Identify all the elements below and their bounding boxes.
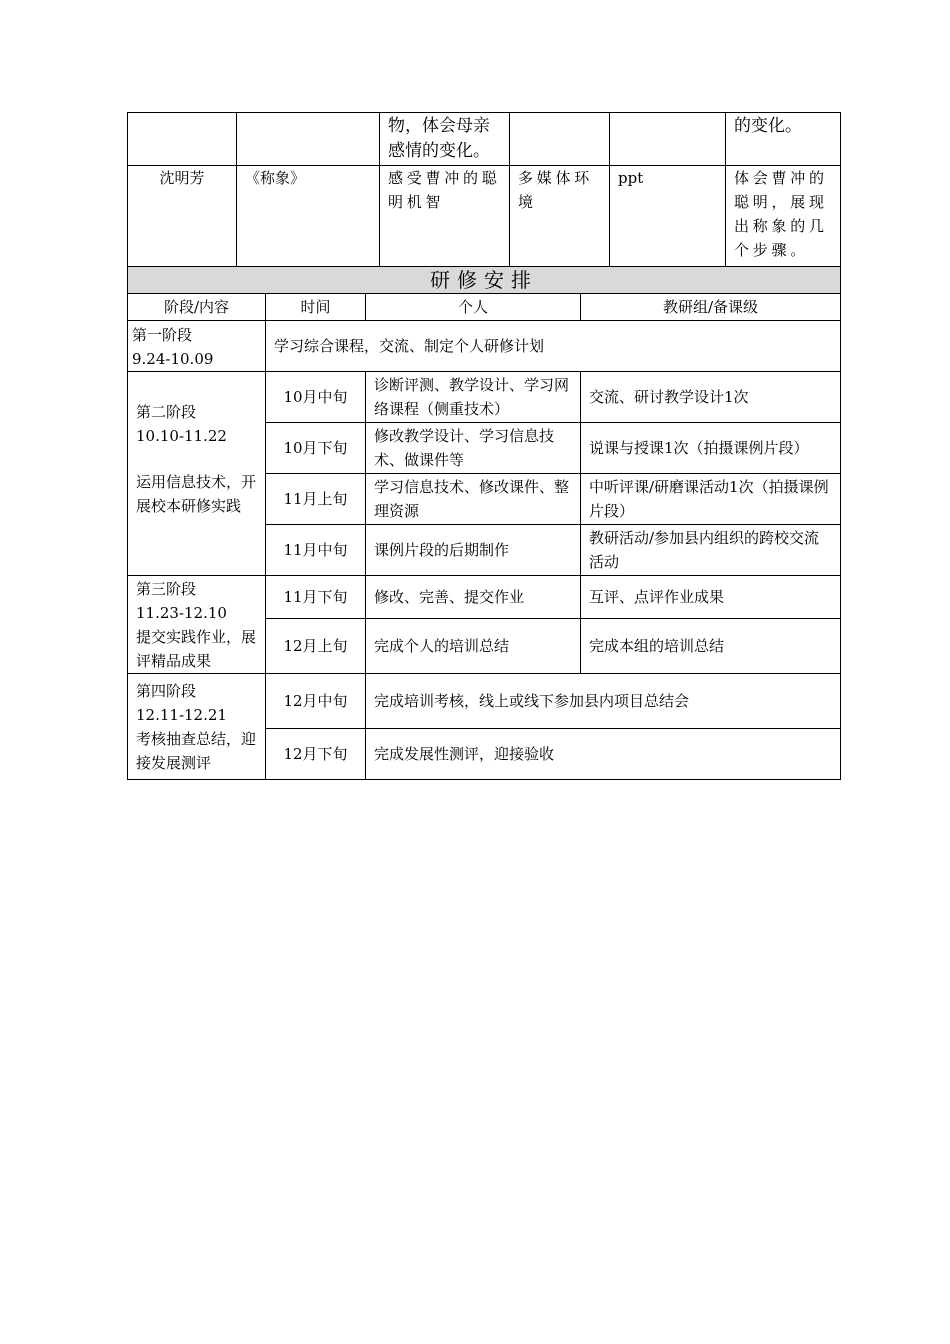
spacer <box>136 448 257 470</box>
personal-cell: 学习信息技术、修改课件、整理资源 <box>366 474 581 525</box>
plan-table <box>127 266 841 780</box>
stage-name: 第二阶段 <box>136 403 197 421</box>
personal-cell: 修改、完善、提交作业 <box>366 576 581 619</box>
lesson-table <box>127 112 841 267</box>
time-cell: 11月中旬 <box>266 525 366 576</box>
stage4-label <box>128 674 266 780</box>
header-personal: 个人 <box>366 294 581 321</box>
plan-title: 研修安排 <box>128 267 841 294</box>
table-row <box>128 372 841 423</box>
time-cell: 11月下旬 <box>266 576 366 619</box>
stage-name: 第三阶段 <box>136 579 197 598</box>
group-cell: 教研活动/参加县内组织的跨校交流活动 <box>581 525 841 576</box>
stage-description: 提交实践作业，展评精品成果 <box>136 627 257 670</box>
personal-cell: 完成个人的培训总结 <box>366 619 581 674</box>
group-cell: 交流、研讨教学设计1次 <box>581 372 841 423</box>
stage-description: 考核抽查总结，迎接发展测评 <box>136 729 257 772</box>
personal-cell: 课例片段的后期制作 <box>366 525 581 576</box>
stage1-row <box>128 321 841 372</box>
time-cell: 11月上旬 <box>266 474 366 525</box>
table-row <box>128 674 841 729</box>
stage2-label <box>128 372 266 576</box>
personal-cell: 诊断评测、教学设计、学习网络课程（侧重技术） <box>366 372 581 423</box>
content-cell: 完成培训考核，线上或线下参加县内项目总结会 <box>366 674 841 729</box>
resource-cell <box>610 113 726 166</box>
stage3-label <box>128 576 266 674</box>
personal-cell: 修改教学设计、学习信息技术、做课件等 <box>366 423 581 474</box>
stage-dates: 10.10-11.22 <box>136 427 227 445</box>
lesson-cell: 《称象》 <box>237 166 380 267</box>
teacher-cell <box>128 113 237 166</box>
group-cell: 说课与授课1次（拍摄课例片段） <box>581 423 841 474</box>
group-cell: 完成本组的培训总结 <box>581 619 841 674</box>
environment-cell <box>510 113 610 166</box>
stage-name: 第四阶段 <box>136 681 197 700</box>
header-row <box>128 294 841 321</box>
resource-cell: ppt <box>610 166 726 267</box>
stage-name: 第一阶段 <box>132 326 193 344</box>
plan-title-row <box>128 267 841 294</box>
stage1-label <box>128 321 266 372</box>
stage-description: 运用信息技术，开展校本研修实践 <box>136 473 257 515</box>
goal-cell: 感受曹冲的聪明机智 <box>380 166 510 267</box>
content-cell: 完成发展性测评，迎接验收 <box>366 729 841 780</box>
environment-cell: 多媒体环境 <box>510 166 610 267</box>
stage-dates: 9.24-10.09 <box>132 350 214 368</box>
document-page <box>127 112 840 780</box>
group-cell: 中听评课/研磨课活动1次（拍摄课例片段） <box>581 474 841 525</box>
header-group: 教研组/备课级 <box>581 294 841 321</box>
time-cell: 12月下旬 <box>266 729 366 780</box>
effect-cell: 体会曹冲的聪明，展现出称象的几个步骤。 <box>726 166 841 267</box>
teacher-cell: 沈明芳 <box>128 166 237 267</box>
time-cell: 10月中旬 <box>266 372 366 423</box>
effect-cell: 的变化。 <box>726 113 841 166</box>
header-time: 时间 <box>266 294 366 321</box>
stage-dates: 12.11-12.21 <box>136 705 227 724</box>
stage-dates: 11.23-12.10 <box>136 603 227 622</box>
goal-cell: 物，体会母亲感情的变化。 <box>380 113 510 166</box>
stage1-content: 学习综合课程，交流、制定个人研修计划 <box>266 321 841 372</box>
header-stage: 阶段/内容 <box>128 294 266 321</box>
time-cell: 12月中旬 <box>266 674 366 729</box>
table-row <box>128 576 841 619</box>
time-cell: 10月下旬 <box>266 423 366 474</box>
lesson-cell <box>237 113 380 166</box>
group-cell: 互评、点评作业成果 <box>581 576 841 619</box>
table-row <box>128 113 841 166</box>
time-cell: 12月上旬 <box>266 619 366 674</box>
table-row <box>128 166 841 267</box>
